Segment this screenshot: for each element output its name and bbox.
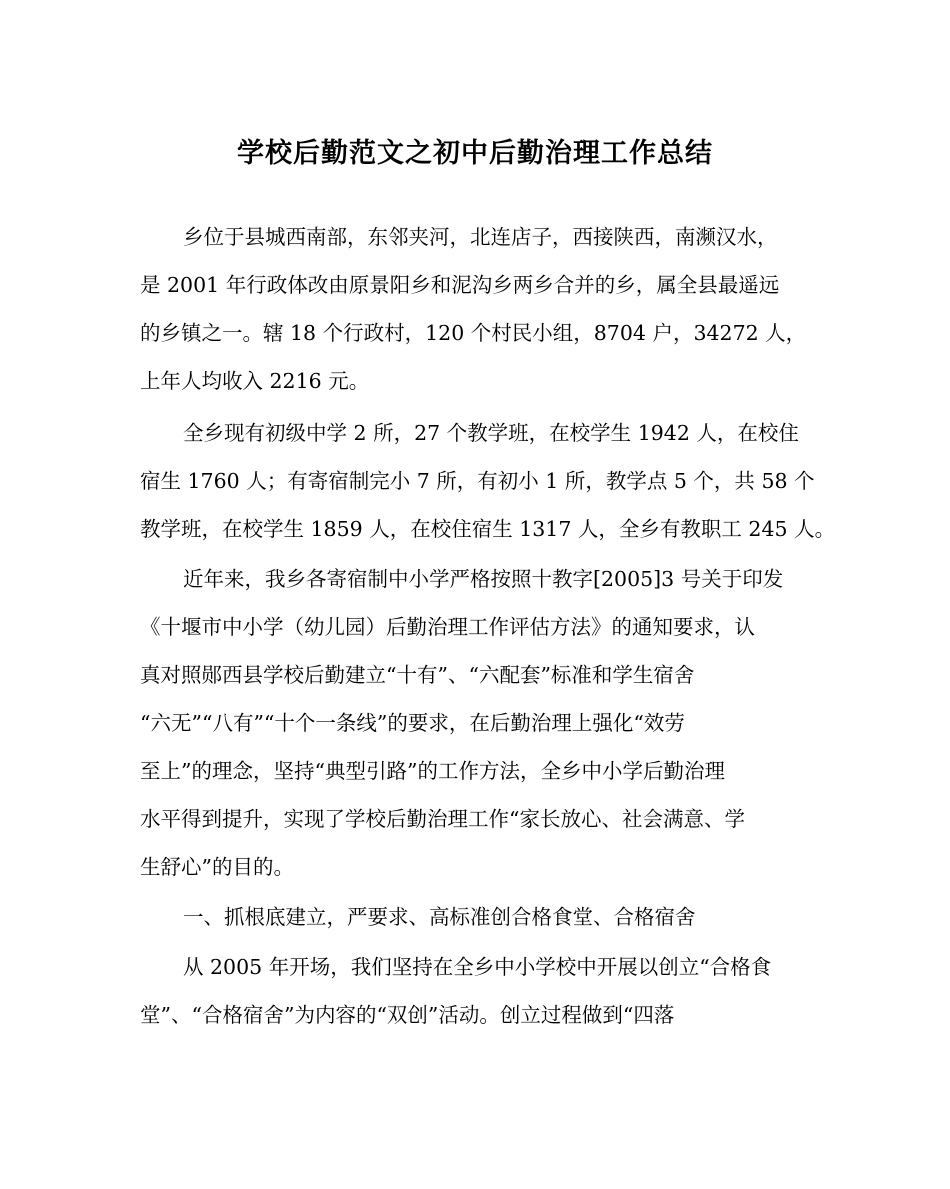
paragraph-line: 近年来，我乡各寄宿制中小学严格按照十教字[2005]3 号关于印发 [183, 567, 784, 591]
document-title: 学校后勤范文之初中后勤治理工作总结 [237, 138, 713, 169]
paragraph-line: 上年人均收入 2216 元。 [140, 369, 370, 393]
paragraph-line: 全乡现有初级中学 2 所，27 个教学班，在校学生 1942 人，在校住 [183, 421, 799, 445]
paragraph-line: 宿生 1760 人；有寄宿制完小 7 所，有初小 1 所，教学点 5 个，共 58 个 [140, 469, 815, 493]
paragraph-line: “六无”“八有”“十个一条线”的要求，在后勤治理上强化“效劳 [140, 711, 685, 735]
paragraph-line: 乡位于县城西南部，东邻夹河，北连店子，西接陕西，南濒汉水， [183, 225, 778, 249]
paragraph-line: 《十堰市中小学（幼儿园）后勤治理工作评估方法》的通知要求，认 [140, 615, 755, 639]
paragraph-line: 堂”、“合格宿舍”为内容的“双创”活动。创立过程做到“四落 [140, 1003, 675, 1027]
paragraph-line: 真对照郧西县学校后勤建立“十有”、“六配套”标准和学生宿舍 [140, 663, 695, 687]
paragraph-line: 的乡镇之一。辖 18 个行政村，120 个村民小组，8704 户，34272 人， [140, 321, 807, 345]
paragraph-line: 是 2001 年行政体改由原景阳乡和泥沟乡两乡合并的乡，属全县最遥远 [140, 273, 780, 297]
paragraph-line: 教学班，在校学生 1859 人，在校住宿生 1317 人，全乡有教职工 245 人。 [140, 517, 836, 541]
paragraph-line: 至上”的理念，坚持“典型引路”的工作方法，全乡中小学后勤治理 [140, 759, 725, 783]
paragraph-line: 从 2005 年开场，我们坚持在全乡中小学校中开展以创立“合格食 [183, 955, 772, 979]
paragraph-line: 生舒心”的目的。 [140, 855, 294, 879]
paragraph-line: 水平得到提升，实现了学校后勤治理工作“家长放心、社会满意、学 [140, 807, 745, 831]
section-heading: 一、抓根底建立，严要求、高标准创合格食堂、合格宿舍 [183, 905, 696, 929]
